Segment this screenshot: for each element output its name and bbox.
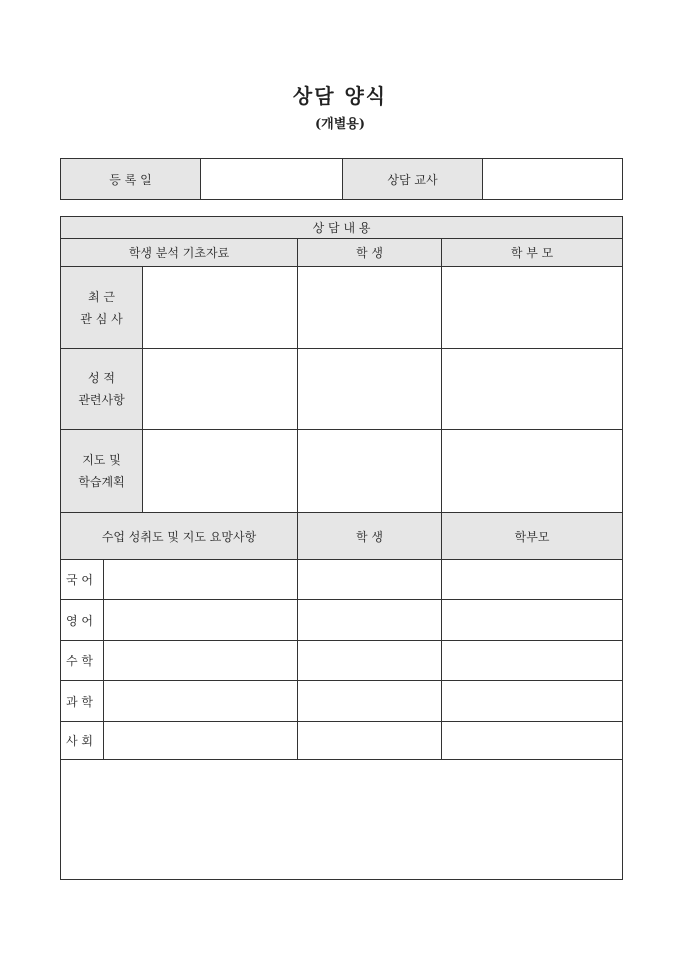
row-label-line2: 관 심 사 bbox=[80, 311, 123, 326]
subject-label-math: 수 학 bbox=[61, 641, 104, 681]
basic-cell-grades[interactable] bbox=[143, 349, 298, 430]
row-label-line1: 성 적 bbox=[88, 371, 115, 385]
parent-cell-grades[interactable] bbox=[442, 349, 623, 430]
reg-date-field[interactable] bbox=[201, 159, 343, 200]
reg-date-label: 등 록 일 bbox=[61, 159, 201, 200]
counselor-label: 상담 교사 bbox=[343, 159, 483, 200]
basic-cell-science[interactable] bbox=[104, 681, 298, 722]
parent-cell-social[interactable] bbox=[442, 722, 623, 760]
subject-header-student: 학 생 bbox=[298, 513, 442, 560]
subject-label-social: 사 회 bbox=[61, 722, 104, 760]
parent-cell-guidance-plan[interactable] bbox=[442, 430, 623, 513]
counselor-field[interactable] bbox=[483, 159, 623, 200]
row-label-recent-interest bbox=[61, 267, 143, 349]
row-label-line2: 학습계획 bbox=[78, 475, 125, 489]
basic-cell-social[interactable] bbox=[104, 722, 298, 760]
basic-cell-english[interactable] bbox=[104, 600, 298, 641]
form-subtitle: (개별용) bbox=[315, 117, 365, 132]
student-cell-grades[interactable] bbox=[298, 349, 442, 430]
section-title: 상 담 내 용 bbox=[61, 217, 623, 239]
subject-label-science: 과 학 bbox=[61, 681, 104, 722]
parent-cell-math[interactable] bbox=[442, 641, 623, 681]
basic-cell-guidance-plan[interactable] bbox=[143, 430, 298, 513]
registration-table bbox=[60, 158, 623, 200]
col-header-student: 학 생 bbox=[298, 239, 442, 267]
col-header-parent: 학 부 모 bbox=[442, 239, 623, 267]
row-label-grades bbox=[61, 349, 143, 430]
subject-label-english: 영 어 bbox=[61, 600, 104, 641]
subject-header: 수업 성취도 및 지도 요망사항 bbox=[61, 513, 298, 560]
counseling-content-table bbox=[60, 216, 623, 880]
student-cell-recent-interest[interactable] bbox=[298, 267, 442, 349]
col-header-basic: 학생 분석 기초자료 bbox=[61, 239, 298, 267]
form-title: 상담 양식 bbox=[292, 84, 388, 108]
basic-cell-korean[interactable] bbox=[104, 560, 298, 600]
student-cell-social[interactable] bbox=[298, 722, 442, 760]
student-cell-guidance-plan[interactable] bbox=[298, 430, 442, 513]
row-label-line1: 최 근 bbox=[88, 289, 115, 304]
row-label-line1: 지도 및 bbox=[82, 453, 121, 467]
row-label-guidance-plan bbox=[61, 430, 143, 513]
basic-cell-math[interactable] bbox=[104, 641, 298, 681]
basic-cell-recent-interest[interactable] bbox=[143, 267, 298, 349]
notes-area[interactable] bbox=[61, 760, 623, 880]
subject-header-parent: 학부모 bbox=[442, 513, 623, 560]
student-cell-english[interactable] bbox=[298, 600, 442, 641]
subject-label-korean: 국 어 bbox=[61, 560, 104, 600]
student-cell-korean[interactable] bbox=[298, 560, 442, 600]
student-cell-science[interactable] bbox=[298, 681, 442, 722]
parent-cell-korean[interactable] bbox=[442, 560, 623, 600]
row-label-line2: 관련사항 bbox=[78, 393, 125, 407]
parent-cell-recent-interest[interactable] bbox=[442, 267, 623, 349]
student-cell-math[interactable] bbox=[298, 641, 442, 681]
parent-cell-science[interactable] bbox=[442, 681, 623, 722]
parent-cell-english[interactable] bbox=[442, 600, 623, 641]
